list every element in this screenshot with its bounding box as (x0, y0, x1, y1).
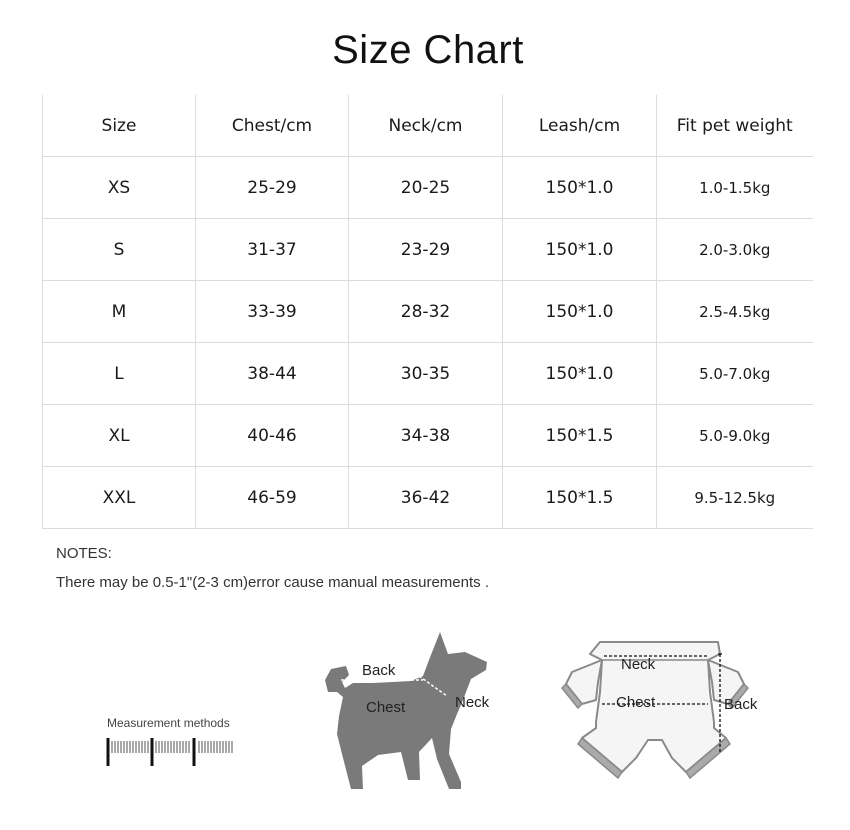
cell-weight: 1.0-1.5kg (657, 157, 813, 219)
cell-size: XL (43, 405, 196, 467)
cell-chest: 25-29 (196, 157, 349, 219)
dog-back-text: Back (362, 662, 396, 679)
measurement-methods-label: Measurement methods (107, 716, 230, 730)
dog-neck-text: Neck (455, 694, 490, 711)
header-weight: Fit pet weight (657, 95, 813, 157)
cell-weight: 5.0-9.0kg (657, 405, 813, 467)
cell-weight: 2.5-4.5kg (657, 281, 813, 343)
cell-size: L (43, 343, 196, 405)
garment-back-text: Back (724, 696, 758, 713)
cell-chest: 40-46 (196, 405, 349, 467)
notes-text: There may be 0.5-1"(2-3 cm)error cause manual measurements . (56, 574, 489, 591)
size-table (42, 95, 813, 529)
table-header-row (43, 95, 813, 157)
dog-chest-label (364, 697, 416, 717)
cell-chest: 31-37 (196, 219, 349, 281)
header-chest: Chest/cm (196, 95, 349, 157)
header-leash: Leash/cm (503, 95, 657, 157)
table-row (43, 343, 813, 405)
cell-leash: 150*1.0 (503, 281, 657, 343)
garment-chest-label (614, 692, 670, 712)
table-row (43, 467, 813, 529)
dog-back-label (360, 660, 410, 680)
cell-weight: 5.0-7.0kg (657, 343, 813, 405)
cell-neck: 28-32 (349, 281, 503, 343)
cell-size: XXL (43, 467, 196, 529)
cell-leash: 150*1.0 (503, 157, 657, 219)
cell-neck: 30-35 (349, 343, 503, 405)
table-row (43, 219, 813, 281)
cell-neck: 36-42 (349, 467, 503, 529)
cell-size: XS (43, 157, 196, 219)
table-row (43, 405, 813, 467)
garment-neck-label (619, 654, 669, 674)
dog-chest-text: Chest (366, 699, 406, 716)
cell-leash: 150*1.5 (503, 405, 657, 467)
page-title: Size Chart (332, 28, 524, 72)
table-row (43, 157, 813, 219)
cell-size: S (43, 219, 196, 281)
header-size: Size (43, 95, 196, 157)
header-neck: Neck/cm (349, 95, 503, 157)
garment-chest-text: Chest (616, 694, 656, 711)
dog-neck-label (453, 692, 503, 712)
cell-leash: 150*1.0 (503, 343, 657, 405)
garment-back-label (722, 694, 772, 714)
cell-weight: 9.5-12.5kg (657, 467, 813, 529)
cell-chest: 38-44 (196, 343, 349, 405)
cell-leash: 150*1.0 (503, 219, 657, 281)
pet-clothing-icon (560, 630, 780, 800)
cell-neck: 20-25 (349, 157, 503, 219)
cell-chest: 46-59 (196, 467, 349, 529)
cell-weight: 2.0-3.0kg (657, 219, 813, 281)
cell-chest: 33-39 (196, 281, 349, 343)
garment-neck-text: Neck (621, 656, 656, 673)
cell-neck: 34-38 (349, 405, 503, 467)
cell-size: M (43, 281, 196, 343)
ruler-icon (104, 736, 244, 770)
cell-leash: 150*1.5 (503, 467, 657, 529)
table-row (43, 281, 813, 343)
cell-neck: 23-29 (349, 219, 503, 281)
notes-title: NOTES: (56, 545, 112, 562)
